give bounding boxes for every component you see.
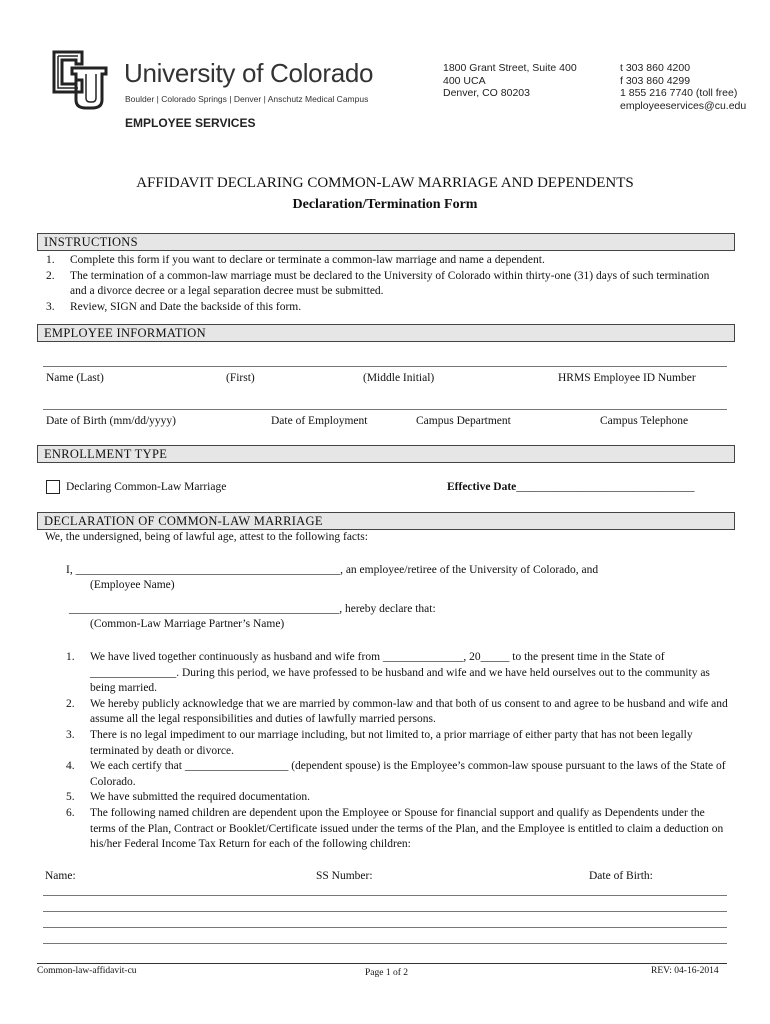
effective-date-label: Effective Date_______________________________ xyxy=(447,481,695,493)
child-name-header: Name: xyxy=(45,870,76,882)
child-dob-header: Date of Birth: xyxy=(589,870,653,882)
employee-info-heading: EMPLOYEE INFORMATION xyxy=(37,324,735,342)
child-entry-line[interactable] xyxy=(43,895,727,896)
middle-initial-label: (Middle Initial) xyxy=(363,372,435,384)
footer-divider xyxy=(37,963,727,964)
list-item: 3. Review, SIGN and Date the backside of this form. xyxy=(46,300,302,313)
mailing-address xyxy=(443,62,577,100)
name-first-label: (First) xyxy=(226,372,255,384)
name-last-label: Name (Last) xyxy=(46,372,104,384)
contact-email[interactable]: employeeservices@cu.edu xyxy=(620,99,747,112)
child-entry-line[interactable] xyxy=(43,927,727,928)
form-subtitle: Declaration/Termination Form xyxy=(292,197,478,212)
address-line: Denver, CO 80203 xyxy=(443,87,530,99)
declaration-heading: DECLARATION OF COMMON-LAW MARRIAGE xyxy=(37,512,735,530)
child-entry-line[interactable] xyxy=(43,943,727,944)
university-name: University of Colorado xyxy=(124,58,374,88)
address-line: 400 UCA xyxy=(443,74,486,87)
employee-name-line[interactable]: I, ______________________________________________, an employee/retiree of the University of Colorado, and xyxy=(66,564,599,576)
revision-date: REV: 04-16-2014 xyxy=(651,966,719,976)
child-entry-line[interactable] xyxy=(43,911,727,912)
declaration-list xyxy=(66,650,728,853)
form-title: AFFIDAVIT DECLARING COMMON-LAW MARRIAGE AND DEPENDENTS xyxy=(136,175,634,191)
list-item: 3. There is no legal impediment to our marriage including, but not limited to, a prior marriage of either party that has not been legally terminated by death or divorce. xyxy=(66,728,693,757)
child-ssn-header: SS Number: xyxy=(316,870,373,882)
effective-date-field[interactable]: _______________________________ xyxy=(516,481,695,493)
employee-name-caption: (Employee Name) xyxy=(90,579,175,591)
partner-name-line[interactable]: _______________________________________________, hereby declare that: xyxy=(69,603,436,615)
list-item: 1. Complete this form if you want to declare or terminate a common-law marriage and name a dependent. xyxy=(46,254,545,266)
dob-label: Date of Birth (mm/dd/yyyy) xyxy=(46,415,176,427)
form-id: Common-law-affidavit-cu xyxy=(37,966,137,976)
contact-info xyxy=(620,62,746,112)
partner-name-caption: (Common-Law Marriage Partner’s Name) xyxy=(90,618,285,630)
name-line[interactable] xyxy=(43,366,727,367)
instructions-heading: INSTRUCTIONS xyxy=(37,233,735,251)
list-item: 2. We hereby publicly acknowledge that we are married by common-law and that both of us consent to and agree to be husband and wife and assume all the legal responsibilities and duties of lawfully married persons. xyxy=(66,697,728,726)
campus-department-label: Campus Department xyxy=(416,415,511,427)
details-line[interactable] xyxy=(43,409,727,410)
declaring-label: Declaring Common-Law Marriage xyxy=(66,481,227,493)
declaring-checkbox[interactable] xyxy=(46,480,60,494)
list-item: 6. The following named children are dependent upon the Employee or Spouse for financial support and qualify as Dependents under the terms of the Plan, Contract or Booklet/Certificate issued under the terms of the Plan, and the Employee is entitled to claim a deduction on his/her Federal Income Tax Return for each of the following children: xyxy=(66,806,724,851)
employee-id-label: HRMS Employee ID Number xyxy=(558,372,696,384)
campus-list: Boulder | Colorado Springs | Denver | Anschutz Medical Campus xyxy=(125,94,369,104)
contact-fax: f 303 860 4299 xyxy=(620,74,691,87)
declaration-intro: We, the undersigned, being of lawful age, attest to the following facts: xyxy=(45,531,368,543)
employment-date-label: Date of Employment xyxy=(271,415,368,427)
contact-phone: t 303 860 4200 xyxy=(620,62,691,74)
department-name: EMPLOYEE SERVICES xyxy=(125,116,256,130)
address-line: 1800 Grant Street, Suite 400 xyxy=(443,62,577,74)
list-item: 4. We each certify that __________________ (dependent spouse) is the Employee’s common-law spouse pursuant to the laws of the State of Colorado. xyxy=(66,760,726,788)
list-item: 5. We have submitted the required documentation. xyxy=(66,791,311,804)
enrollment-type-heading: ENROLLMENT TYPE xyxy=(37,445,735,463)
contact-tollfree: 1 855 216 7740 (toll free) xyxy=(620,87,738,99)
campus-telephone-label: Campus Telephone xyxy=(600,415,689,427)
list-item: 2. The termination of a common-law marriage must be declared to the University of Colorado within thirty-one (31) days of such termination and a divorce decree or a legal separation decree must be submitted. xyxy=(46,269,710,298)
instructions-list xyxy=(46,253,726,315)
list-item: 1. We have lived together continuously as husband and wife from ______________, 20_____ to the present time in the State of _______________. During this period, we have professed to be husband and wife and we have held ourselves out to the community as being married. xyxy=(66,651,710,695)
cu-logo-icon xyxy=(48,48,112,112)
page-number: Page 1 of 2 xyxy=(365,968,409,978)
